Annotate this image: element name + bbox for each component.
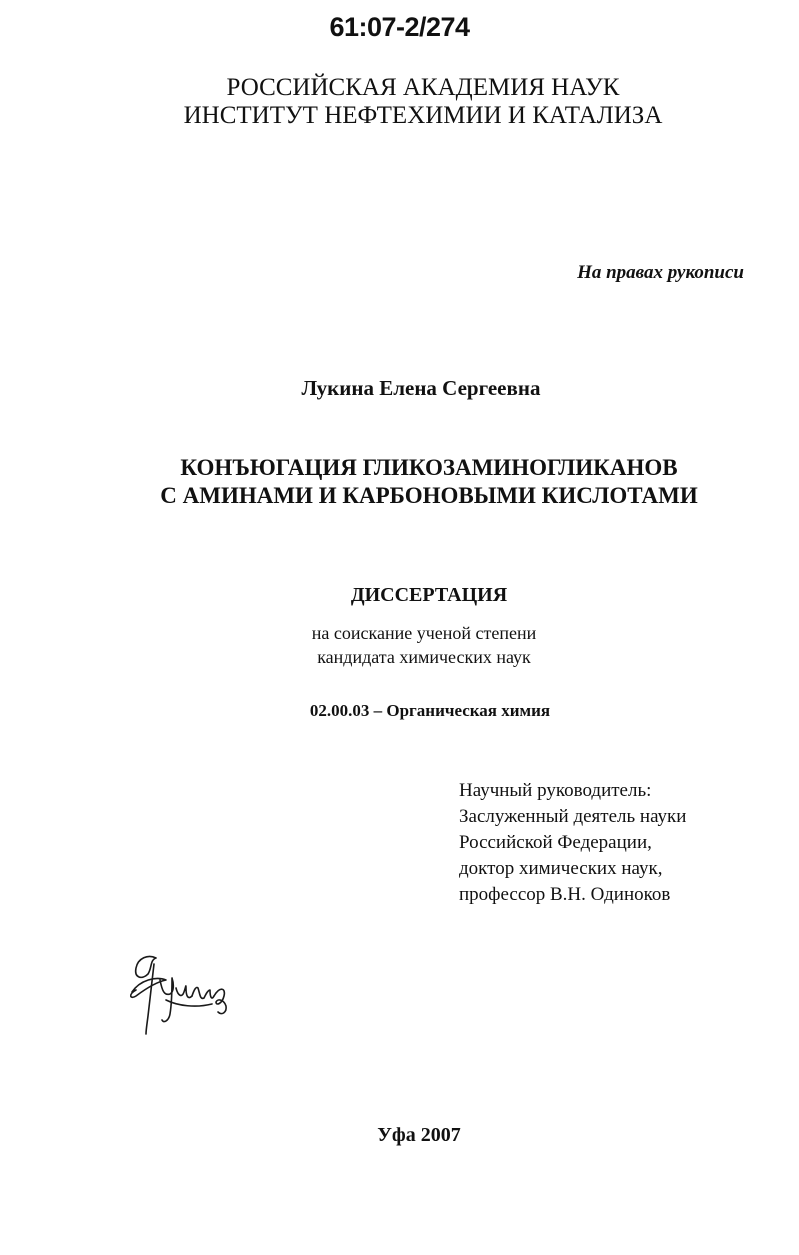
handwritten-signature	[126, 950, 230, 1036]
supervisor-line-4: доктор химических наук,	[459, 858, 663, 879]
rights-note: На правах рукописи	[577, 262, 744, 283]
catalog-code: 61:07-2/274	[329, 12, 470, 42]
thesis-title-line-1: КОНЪЮГАЦИЯ ГЛИКОЗАМИНОГЛИКАНОВ	[180, 455, 678, 480]
author-name: Лукина Елена Сергеевна	[301, 376, 541, 400]
work-type: ДИССЕРТАЦИЯ	[350, 584, 508, 606]
specialty: 02.00.03 – Органическая химия	[309, 701, 551, 720]
degree-line-1: на соискание ученой степени	[311, 623, 537, 643]
organization-line-2: ИНСТИТУТ НЕФТЕХИМИИ И КАТАЛИЗА	[183, 102, 663, 129]
city-year: Уфа 2007	[377, 1124, 461, 1146]
degree-line-2: кандидата химических наук	[317, 647, 531, 667]
supervisor-line-1: Научный руководитель:	[459, 780, 652, 801]
thesis-title-line-2: С АМИНАМИ И КАРБОНОВЫМИ КИСЛОТАМИ	[160, 483, 698, 508]
supervisor-line-5: профессор В.Н. Одиноков	[459, 884, 671, 905]
supervisor-block	[459, 778, 686, 908]
supervisor-line-2: Заслуженный деятель науки	[459, 806, 687, 827]
supervisor-line-3: Российской Федерации,	[459, 832, 652, 853]
organization-line-1: РОССИЙСКАЯ АКАДЕМИЯ НАУК	[226, 74, 620, 101]
